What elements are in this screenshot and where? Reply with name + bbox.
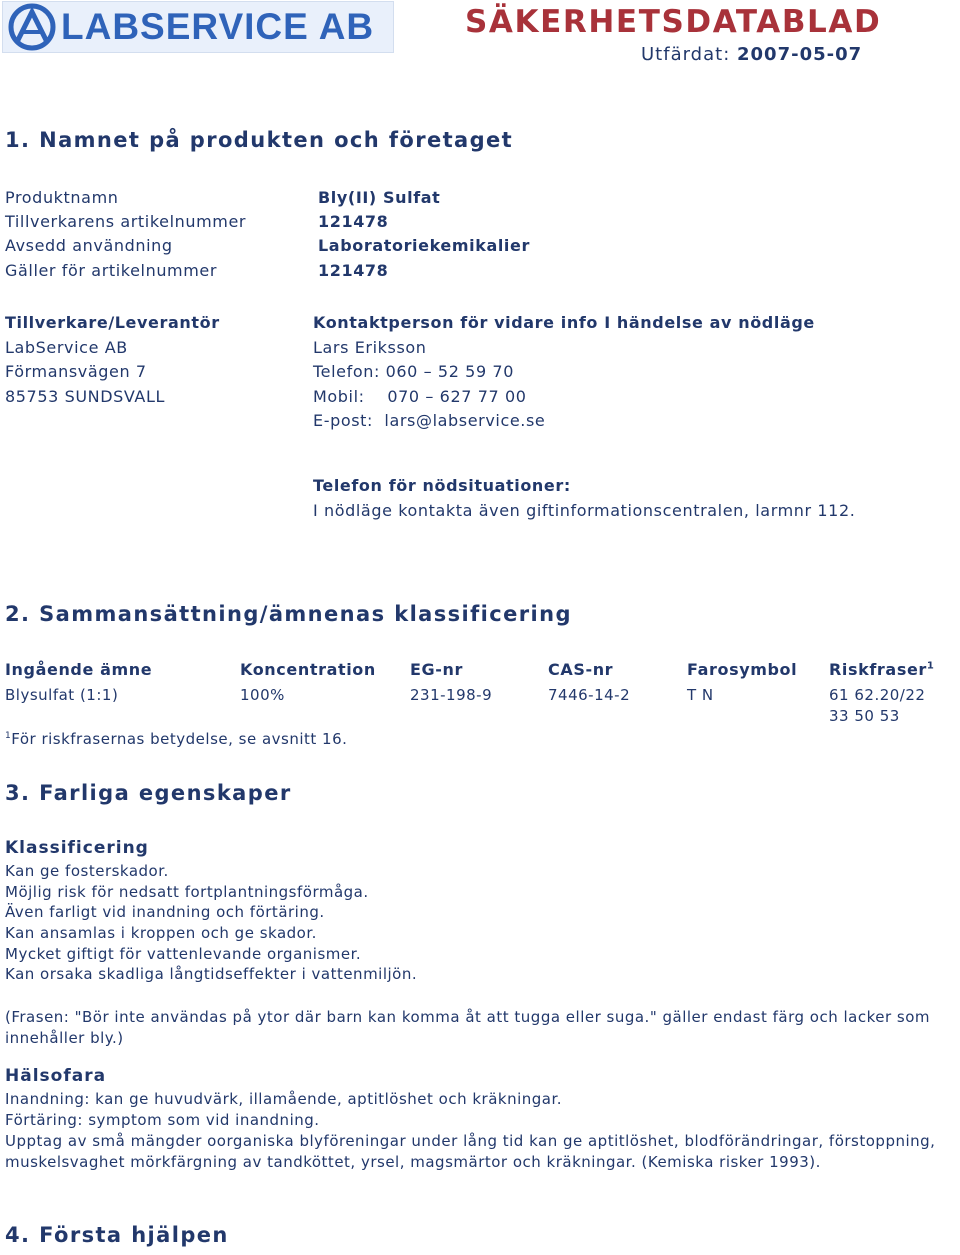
emergency-text: I nödläge kontakta även giftinformationscentralen, larmnr 112. — [313, 501, 856, 520]
issued-label: Utfärdat: — [641, 44, 731, 65]
product-label-3: Gäller för artikelnummer — [5, 261, 218, 280]
product-value-3: 121478 — [318, 261, 389, 280]
classification-line-3: Kan ansamlas i kroppen och ge skador. — [5, 924, 317, 942]
product-label-2: Avsedd användning — [5, 236, 173, 255]
section-2-heading: 2. Sammansättning/ämnenas klassificering — [5, 602, 572, 626]
row-risk-line1: 61 62.20/22 — [829, 686, 926, 704]
document-title: SÄKERHETSDATABLAD — [465, 4, 882, 40]
contact-line-2: Mobil: 070 – 627 77 00 — [313, 387, 527, 406]
health-line-1: Förtäring: symptom som vid inandning. — [5, 1111, 320, 1129]
health-paragraph: Upptag av små mängder oorganiska blyföreningar under lång tid kan ge aptitlöshet, blodförändringar, förstoppning, muskelsvaghet mörkfärgning av tandköttet, yrsel, magsmärtor och kräkningar. (Kemiska risker 1993). — [5, 1132, 936, 1171]
col-riskfraser — [829, 660, 934, 679]
footnote-sup: 1 — [5, 731, 12, 741]
col-concentration: Koncentration — [240, 660, 376, 679]
product-label-1: Tillverkarens artikelnummer — [5, 212, 247, 231]
row-symbol: T N — [687, 686, 714, 704]
product-value-1: 121478 — [318, 212, 389, 231]
logo-text: LABSERVICE AB — [61, 6, 375, 47]
issued-line — [641, 44, 862, 65]
section-4-heading: 4. Första hjälpen — [5, 1223, 229, 1247]
row-cas: 7446-14-2 — [548, 686, 631, 704]
contact-heading: Kontaktperson för vidare info I händelse av nödläge — [313, 313, 815, 332]
classification-heading: Klassificering — [5, 838, 149, 858]
col-substance: Ingående ämne — [5, 660, 153, 679]
row-risk-line2: 33 50 53 — [829, 707, 900, 725]
supplier-line-0: LabService AB — [5, 338, 128, 357]
contact-line-0: Lars Eriksson — [313, 338, 427, 357]
section-1-heading: 1. Namnet på produkten och företaget — [5, 128, 514, 152]
product-value-0: Bly(II) Sulfat — [318, 188, 441, 207]
logo-mark-icon — [5, 2, 59, 52]
contact-line-1: Telefon: 060 – 52 59 70 — [313, 362, 514, 381]
section-3-heading: 3. Farliga egenskaper — [5, 781, 292, 805]
row-eg: 231-198-9 — [410, 686, 493, 704]
classification-line-1: Möjlig risk för nedsatt fortplantningsförmåga. — [5, 883, 369, 901]
classification-line-0: Kan ge fosterskador. — [5, 862, 169, 880]
emergency-heading: Telefon för nödsituationer: — [313, 476, 571, 495]
classification-line-4: Mycket giftigt för vattenlevande organismer. — [5, 945, 362, 963]
footnote — [5, 730, 347, 748]
col-cas-nr: CAS-nr — [548, 660, 614, 679]
col-eg-nr: EG-nr — [410, 660, 463, 679]
footnote-text: För riskfrasernas betydelse, se avsnitt 16. — [11, 730, 348, 748]
product-label-0: Produktnamn — [5, 188, 119, 207]
contact-line-3: E-post: lars@labservice.se — [313, 411, 546, 430]
health-line-0: Inandning: kan ge huvudvärk, illamående, aptitlöshet och kräkningar. — [5, 1090, 563, 1108]
issued-date: 2007-05-07 — [737, 44, 863, 65]
product-value-2: Laboratoriekemikalier — [318, 236, 530, 255]
col-riskfraser-sup: 1 — [926, 660, 935, 672]
supplier-line-2: 85753 SUNDSVALL — [5, 387, 165, 406]
company-logo — [2, 1, 394, 53]
supplier-line-1: Förmansvägen 7 — [5, 362, 147, 381]
supplier-heading: Tillverkare/Leverantör — [5, 313, 220, 332]
col-riskfraser-label: Riskfraser — [829, 660, 927, 679]
col-farosymbol: Farosymbol — [687, 660, 798, 679]
health-heading: Hälsofara — [5, 1066, 107, 1086]
row-concentration: 100% — [240, 686, 285, 704]
classification-line-5: Kan orsaka skadliga långtidseffekter i vattenmiljön. — [5, 965, 418, 983]
phrase-note: (Frasen: "Bör inte användas på ytor där barn kan komma åt att tugga eller suga." gäller endast färg och lacker som innehåller bly.) — [5, 1008, 931, 1047]
row-substance: Blysulfat (1:1) — [5, 686, 119, 704]
classification-line-2: Även farligt vid inandning och förtäring. — [5, 903, 325, 921]
